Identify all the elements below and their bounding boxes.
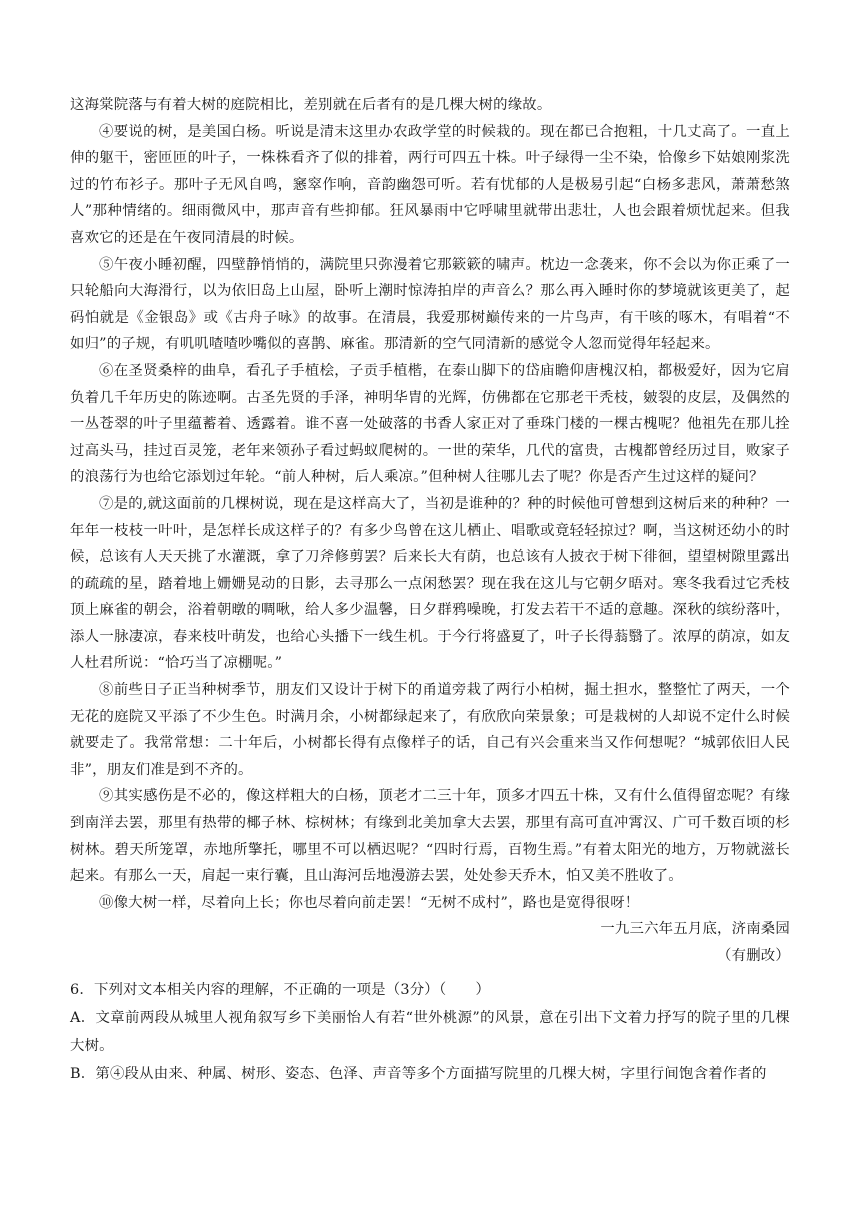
paragraph-8: ⑧前些日子正当种树季节，朋友们又设计于树下的甬道旁栽了两行小柏树，掘土担水，整整忙了两天，一个无花的庭院又平添了不少生色。时满月余，小树都绿起来了，有欣欣向荣景象；可是栽树的人却说不定什么时候就要走了。我常常想：二十年后，小树都长得有点像样子的话，自己有兴会重来当又作何想呢？“城郭依旧人民非”，朋友们准是到不齐的。 — [70, 682, 790, 778]
paragraph-10: ⑩像大树一样，尽着向上长；你也尽着向前走罢！“无树不成村”，路也是宽得很呀！ — [99, 894, 640, 911]
option-a[interactable]: A．文章前两段从城里人视角叙写乡下美丽怡人有若“世外桃源”的风景，意在引出下文着力抒写的院子里的几棵大树。 — [70, 1009, 790, 1054]
abridged-note: （有删改） — [717, 948, 790, 964]
paragraph-4: ④要说的树，是美国白杨。听说是清末这里办农政学堂的时候栽的。现在都已合抱粗，十几丈高了。一直上伸的躯干，密匝匝的叶子，一株株看齐了似的排着，两行可四五十株。叶子绿得一尘不染，恰像乡下姑娘刚浆洗过的竹布衫子。那叶子无风自鸣，窸窣作响，音韵幽怨可听。若有忧郁的人是极易引起“白杨多悲风，萧萧愁煞人”那种情绪的。细雨微风中，那声音有些抑郁。狂风暴雨中它呼啸里就带出悲壮，人也会跟着烦忧起来。但我喜欢它的还是在午夜同清晨的时候。 — [70, 123, 790, 246]
question-6 — [70, 976, 790, 1088]
paragraph-9: ⑨其实感伤是不必的，像这样粗大的白杨，顶老才二三十年，顶多才四五十株，又有什么值得留恋呢？有缘到南洋去罢，那里有热带的椰子林、棕树林；有缘到北美加拿大去罢，那里有高可直冲霄汉、广可千数百顷的杉树林。碧天所笼罩，赤地所擎托，哪里不可以栖迟呢？“四时行焉，百物生焉。”有着太阳光的地方，万物就滋长起来。有那么一天，肩起一束行囊，且山海河岳地漫游去罢，处处参天乔木，怕又美不胜收了。 — [70, 788, 790, 885]
article-body — [70, 92, 790, 970]
question-stem: 6．下列对文本相关内容的理解，不正确的一项是（3分）（ ） — [70, 981, 491, 998]
option-b[interactable]: B．第④段从由来、种属、树形、姿态、色泽、声音等多个方面描写院里的几棵大树，字里行间饱含着作者的 — [70, 1065, 767, 1082]
date-line: 一九三六年五月底，济南桑园 — [600, 921, 790, 938]
paragraph-7: ⑦是的,就这面前的几棵树说，现在是这样高大了，当初是谁种的？种的时候他可曾想到这树后来的种种？一年年一枝枝一叶叶，是怎样长成这样子的？有多少鸟曾在这儿栖止、唱歌或竟轻轻掠过？啊，当这树还幼小的时候，总该有人天天挑了水灌溉，拿了刀斧修剪罢？后来长大有荫，也总该有人披衣于树下徘徊，望望树隙里露出的疏疏的星，踏着地上姗姗晃动的日影，去寻那么一点闲愁罢？现在我在这儿与它朝夕晤对。寒冬我看过它秃枝顶上麻雀的朝会，浴着朝暾的啁啾，给人多少温馨，日夕群鸦噪晚，打发去若干不适的意趣。深秋的缤纷落叶，添人一脉凄凉，春来枝叶萌发，也给心头播下一线生机。于今行将盛夏了，叶子长得蓊翳了。浓厚的荫凉，如友人杜君所说：“恰巧当了凉棚呢。” — [70, 495, 790, 672]
paragraph-0: 这海棠院落与有着大树的庭院相比，差别就在后者有的是几棵大树的缘故。 — [70, 97, 552, 113]
paragraph-5: ⑤午夜小睡初醒，四壁静悄悄的，满院里只弥漫着它那簌簌的啸声。枕边一念袭来，你不会以为你正乘了一只轮船向大海滑行，以为依旧岛上山屋，卧听上潮时惊涛拍岸的声音么？那么再入睡时你的梦境就该更美了，起码怕就是《金银岛》或《古舟子咏》的故事。在清晨，我爱那树巅传来的一片鸟声，有干咳的啄木，有唱着“不如归”的子规，有叽叽喳喳吵嘴似的喜鹊、麻雀。那清新的空气同清新的感觉令人忽而觉得年轻起来。 — [70, 256, 790, 353]
paragraph-6: ⑥在圣贤桑梓的曲阜，看孔子手植桧，子贡手植楷，在泰山脚下的岱庙瞻仰唐槐汉柏，都极爱好，因为它肩负着几千年历史的陈迹啊。古圣先贤的手泽，神明华胄的光辉，仿佛都在它那老干秃枝，皴裂的皮层，及偶然的一丛苍翠的叶子里蕴蓄着、透露着。谁不喜一处破落的书香人家正对了垂珠门楼的一棵古槐呢？他祖先在那儿拴过高头马，挂过百灵笼，老年来领孙子看过蚂蚁爬树的。一世的荣华，几代的富贵，古槐都曾经历过目，败家子的浪荡行为也给它添划过年轮。“前人种树，后人乘凉。”但种树人往哪儿去了呢？你是否产生过这样的疑问？ — [70, 362, 790, 486]
document-page — [70, 92, 790, 1088]
